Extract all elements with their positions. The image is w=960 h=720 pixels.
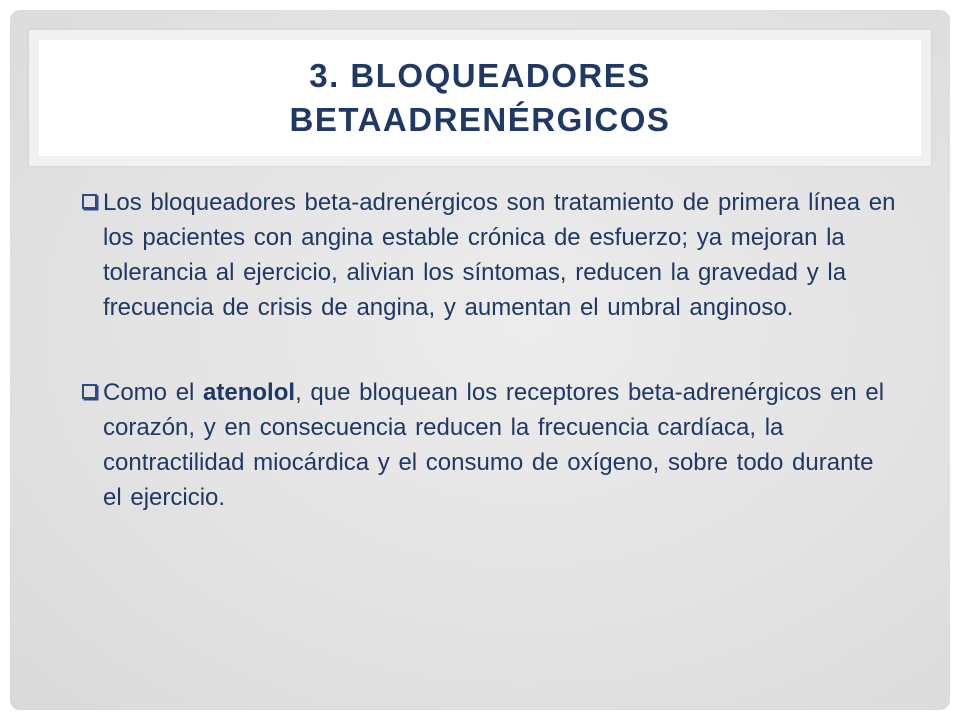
bullet-list bbox=[76, 185, 896, 515]
bullet-2-emphasis: atenolol bbox=[203, 379, 296, 406]
checkbox-bullet-icon bbox=[82, 384, 97, 399]
title-box bbox=[29, 30, 931, 166]
bullet-item-1 bbox=[76, 185, 896, 325]
title-line-1: 3. BLOQUEADORES bbox=[309, 57, 651, 94]
slide-title bbox=[290, 54, 671, 142]
slide bbox=[10, 10, 950, 710]
checkbox-bullet-icon bbox=[82, 194, 97, 209]
bullet-item-2 bbox=[76, 375, 896, 515]
bullet-2-text-post: , que bloquean los receptores beta-adrenérgicos en el corazón, y en consecuencia reducen la frecuencia cardíaca, la contractilidad miocárdica y el consumo de oxígeno, sobre todo durante el ejercicio. bbox=[103, 379, 885, 511]
bullet-2-text-pre: Como el bbox=[103, 379, 204, 406]
bullet-1-text: Los bloqueadores beta-adrenérgicos son tratamiento de primera línea en los pacientes con angina estable crónica de esfuerzo; ya mejoran la tolerancia al ejercicio, alivian los síntomas, reducen la gravedad y la frecuencia de crisis de angina, y aumentan el umbral anginoso. bbox=[103, 189, 896, 321]
title-line-2: BETAADRENÉRGICOS bbox=[289, 101, 671, 138]
